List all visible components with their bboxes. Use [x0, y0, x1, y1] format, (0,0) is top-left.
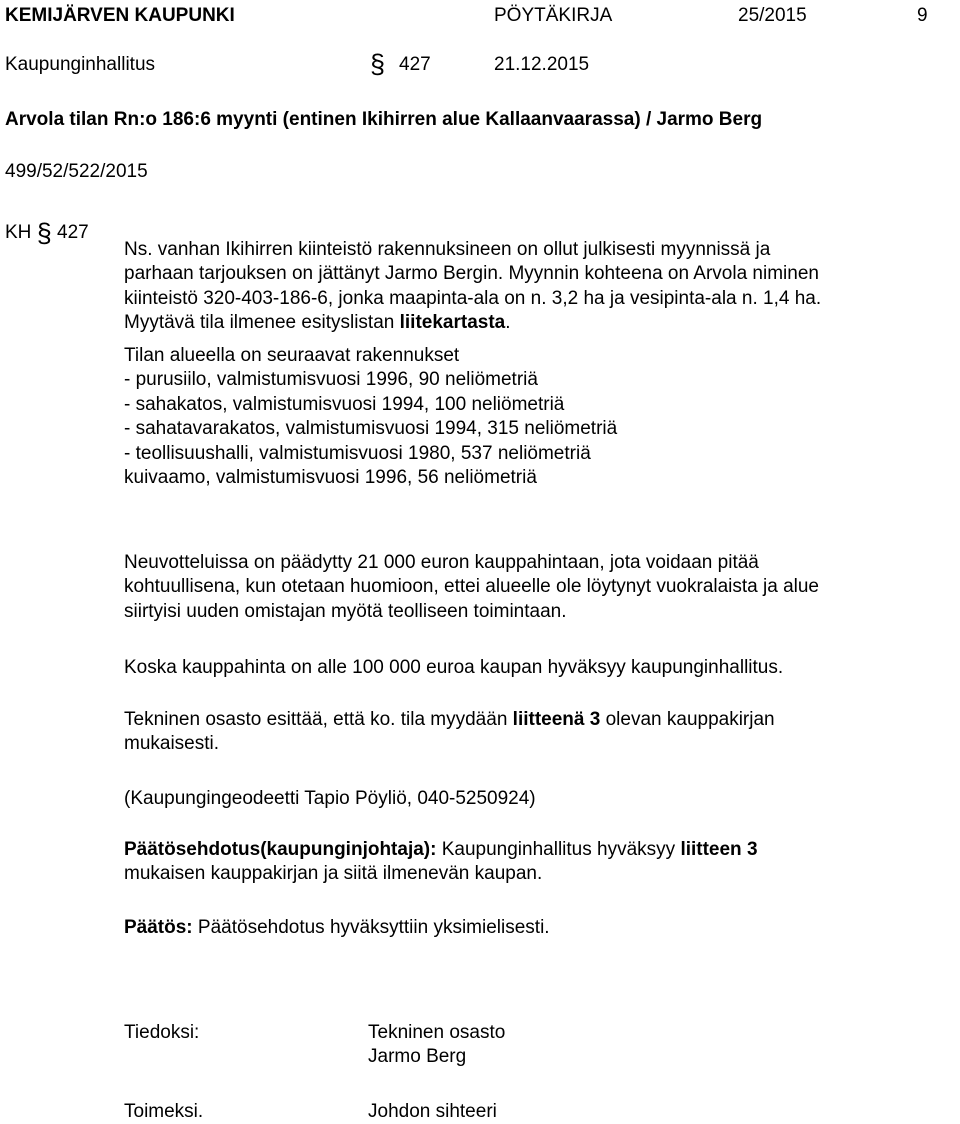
recipient: Jarmo Berg: [368, 1046, 467, 1068]
page-number: 9: [917, 5, 928, 26]
buildings-heading: Tilan alueella on seuraavat rakennukset: [124, 345, 460, 366]
negotiation-line: kohtuullisena, kun otetaan huomioon, ettei alueelle ole löytynyt vuokralaista ja alue: [124, 576, 820, 598]
intro-line-end: .: [505, 312, 511, 334]
decision-proposal: [124, 838, 758, 887]
section-marker-prefix: KH: [5, 222, 32, 243]
section-symbol-icon: §: [36, 218, 52, 248]
reference-number: 499/52/522/2015: [5, 161, 148, 182]
intro-line: [124, 311, 821, 335]
map-attachment-ref: liitekartasta: [399, 312, 506, 334]
action-label: Toimeksi.: [124, 1101, 204, 1122]
document-type: PÖYTÄKIRJA: [494, 5, 613, 26]
proposal-text-end: olevan kauppakirjan: [600, 709, 775, 730]
approval-paragraph: Koska kauppahinta on alle 100 000 euroa kaupan hyväksyy kaupunginhallitus.: [124, 657, 784, 678]
action-recipient: Johdon sihteeri: [368, 1101, 497, 1122]
intro-line-text: Myytävä tila ilmenee esityslistan: [124, 312, 400, 334]
proposal-line: [124, 708, 775, 732]
decision-text: Päätösehdotus hyväksyttiin yksimielisesti.: [192, 917, 550, 938]
intro-line: parhaan tarjouksen on jättänyt Jarmo Bergin. Myynnin kohteena on Arvola niminen: [124, 263, 819, 285]
list-item: - sahatavarakatos, valmistumisvuosi 1994, 315 neliömetriä: [124, 418, 618, 440]
section-marker-number: 427: [57, 222, 89, 243]
attachment-ref: liitteen 3: [680, 839, 758, 860]
list-item: kuivaamo, valmistumisvuosi 1996, 56 neliömetriä: [124, 467, 537, 489]
info-recipients: [368, 1021, 505, 1070]
section-symbol-icon: §: [370, 49, 386, 79]
list-item: - teollisuushalli, valmistumisvuosi 1980, 537 neliömetriä: [124, 442, 591, 464]
page-title: Arvola tilan Rn:o 186:6 myynti (entinen Ikihirren alue Kallaanvaarassa) / Jarmo Berg: [5, 109, 763, 130]
intro-paragraph: [124, 238, 821, 336]
proposal-text: Tekninen osasto esittää, että ko. tila myydään: [124, 709, 513, 730]
recipient: Tekninen osasto: [368, 1022, 506, 1043]
intro-line: kiinteistö 320-403-186-6, jonka maapinta-ala on n. 3,2 ha ja vesipinta-ala n. 1,4 ha.: [124, 287, 822, 309]
section-number: 427: [399, 54, 431, 75]
info-label: Tiedoksi:: [124, 1022, 200, 1043]
list-item: - purusiilo, valmistumisvuosi 1996, 90 neliömetriä: [124, 369, 538, 391]
decision-label: Päätös:: [124, 917, 193, 938]
decision-proposal-text: Kaupunginhallitus hyväksyy: [436, 839, 681, 860]
meeting-date: 21.12.2015: [494, 54, 590, 75]
decision-proposal-line: [124, 838, 758, 862]
council-name: Kaupunginhallitus: [5, 54, 156, 75]
contact-info: (Kaupungingeodeetti Tapio Pöyliö, 040-5250924): [124, 788, 536, 809]
section-marker: [5, 216, 89, 248]
negotiation-line: siirtyisi uuden omistajan myötä teolliseen toimintaan.: [124, 600, 567, 622]
attachment-ref: liitteenä 3: [512, 709, 601, 730]
proposal-paragraph: [124, 708, 775, 757]
decision-proposal-label: Päätösehdotus(kaupunginjohtaja):: [124, 839, 437, 860]
proposal-line: mukaisesti.: [124, 733, 220, 755]
organization-name: KEMIJÄRVEN KAUPUNKI: [5, 5, 235, 26]
decision: [124, 916, 550, 940]
negotiation-paragraph: [124, 551, 819, 624]
buildings-list: [124, 344, 617, 490]
document-number: 25/2015: [738, 5, 807, 26]
negotiation-line: Neuvotteluissa on päädytty 21 000 euron kauppahintaan, jota voidaan pitää: [124, 552, 759, 573]
intro-line: Ns. vanhan Ikihirren kiinteistö rakennuksineen on ollut julkisesti myynnissä ja: [124, 239, 771, 260]
decision-proposal-line: mukaisen kauppakirjan ja siitä ilmenevän kaupan.: [124, 863, 543, 885]
list-item: - sahakatos, valmistumisvuosi 1994, 100 neliömetriä: [124, 393, 565, 415]
